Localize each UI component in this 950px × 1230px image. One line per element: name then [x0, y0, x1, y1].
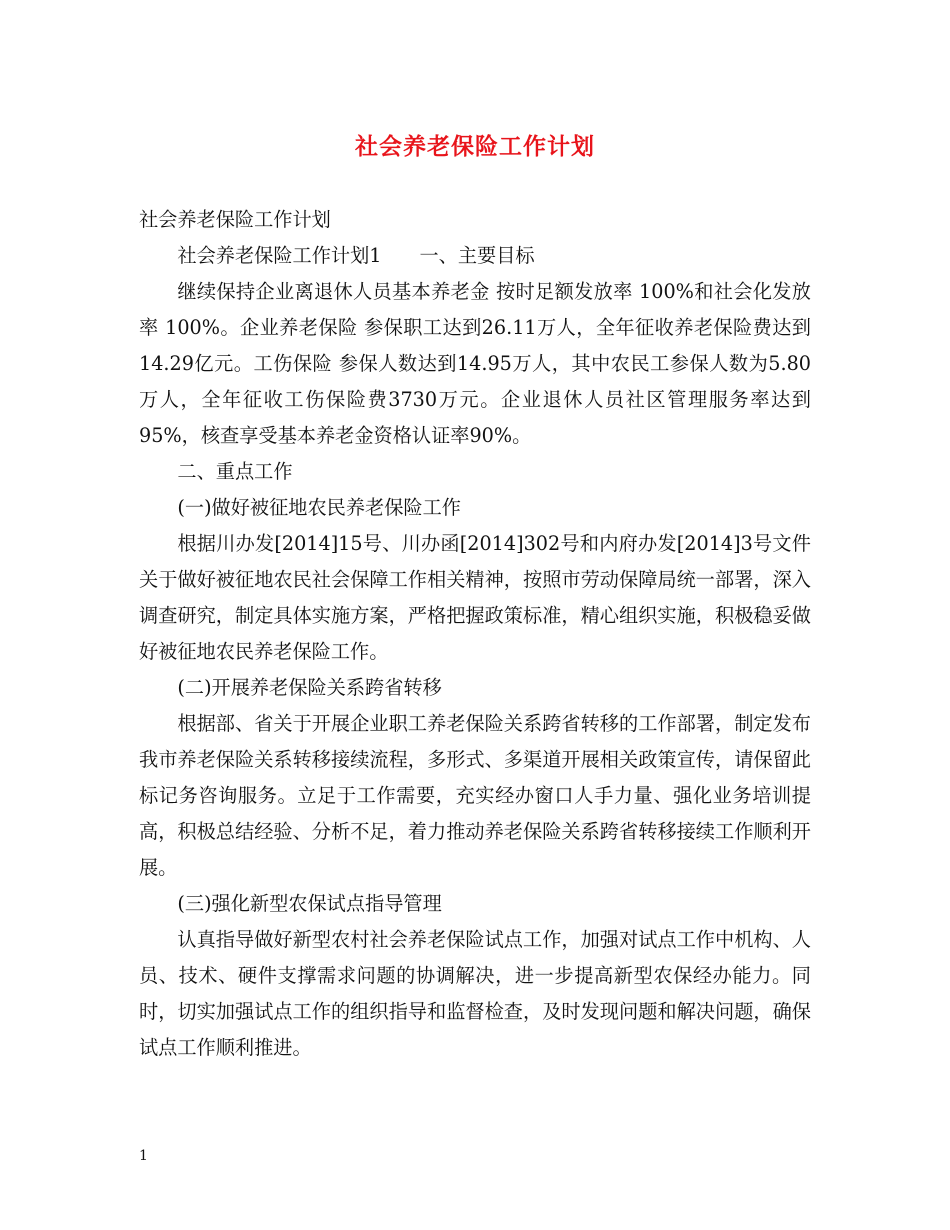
item3-body: 认真指导做好新型农村社会养老保险试点工作，加强对试点工作中机构、人员、技术、硬件支撑需求问题的协调解决，进一步提高新型农保经办能力。同时，切实加强试点工作的组织指导和监督检查，及时发现问题和解决问题，确保试点工作顺利推进。 — [139, 928, 811, 1059]
section1-title: 一、主要目标 — [419, 244, 535, 267]
item3-title: (三)强化新型农保试点指导管理 — [177, 892, 442, 915]
item2-title: (二)开展养老保险关系跨省转移 — [177, 676, 442, 699]
item1-title: (一)做好被征地农民养老保险工作 — [177, 496, 461, 519]
document-title: 社会养老保险工作计划 — [355, 133, 595, 160]
item1-body: 根据川办发[2014]15号、川办函[2014]302号和内府办发[2014]3号文件关于做好被征地农民社会保障工作相关精神，按照市劳动保障局统一部署，深入调查研究，制定具体实施方案，严格把握政策标准，精心组织实施，积极稳妥做好被征地农民养老保险工作。 — [139, 532, 811, 663]
document-heading: 社会养老保险工作计划 — [139, 208, 331, 231]
subheading-line — [139, 238, 811, 274]
section2-title: 二、重点工作 — [177, 460, 293, 483]
document-body — [139, 202, 811, 1066]
item2-body: 根据部、省关于开展企业职工养老保险关系跨省转移的工作部署，制定发布我市养老保险关系转移接续流程，多形式、多渠道开展相关政策宣传，请保留此标记务咨询服务。立足于工作需要，充实经办窗口人手力量、强化业务培训提高，积极总结经验、分析不足，着力推动养老保险关系跨省转移接续工作顺利开展。 — [139, 712, 811, 879]
paragraph-goals: 继续保持企业离退休人员基本养老金 按时足额发放率 100%和社会化发放率 100%。企业养老保险 参保职工达到26.11万人，全年征收养老保险费达到14.29亿元。工伤保险 参保人数达到14.95万人，其中农民工参保人数为5.80万人，全年征收工伤保险费3730万元。企业退休人员社区管理服务率达到 95%，核查享受基本养老金资格认证率90%。 — [139, 280, 811, 447]
page-number: 1 — [139, 1148, 148, 1164]
subheading: 社会养老保险工作计划1 — [177, 244, 382, 267]
